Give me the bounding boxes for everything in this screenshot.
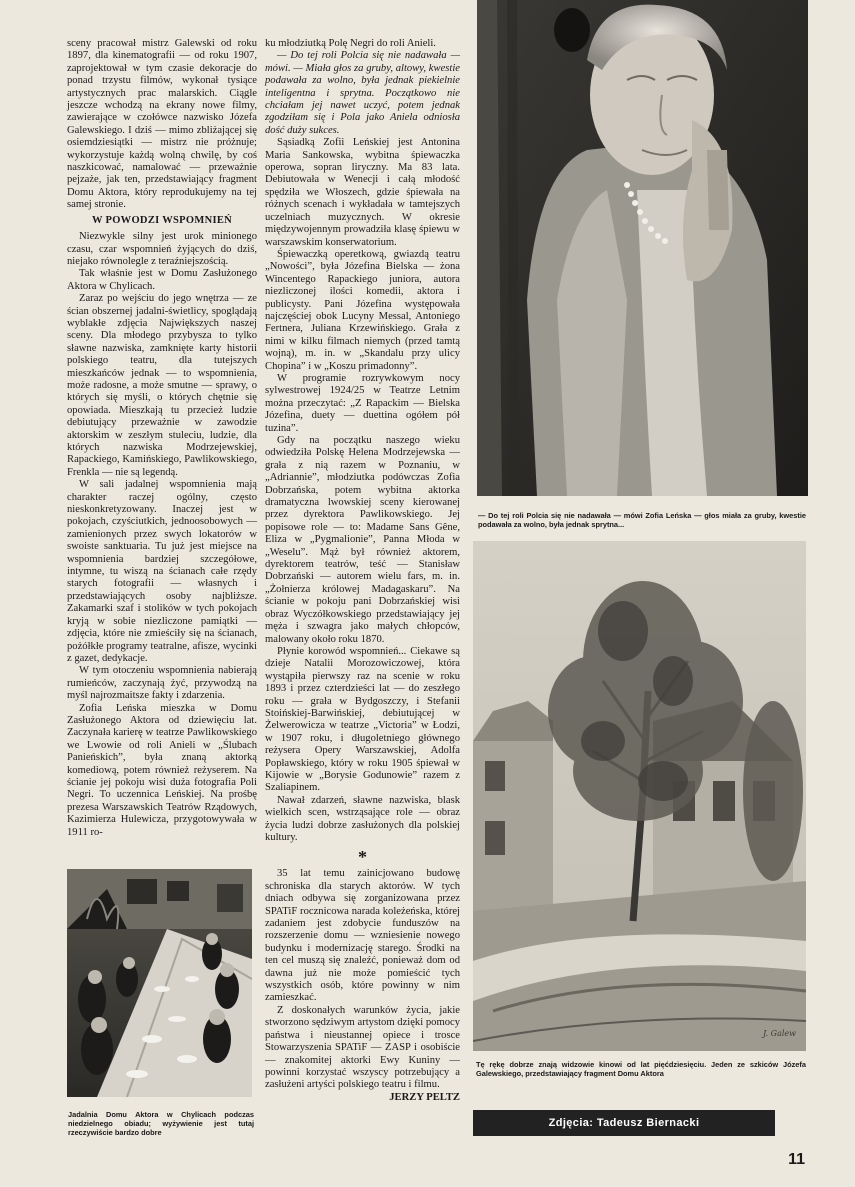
painting-reproduction [473, 541, 806, 1051]
paragraph: W sali jadalnej wspomnienia mają charakter raczej ogólny, często nieskonkretyzowany. Inaczej jest w pokojach, czyściutkich, jednoosobowych — zamienionych przez swych lokatorów w swoiste sanktuaria. Tu już jest miejsce na wspomnienia bardziej szczegółowe, intymne, tu wiszą na ścianach całe rzędy starych fotografii — własnych i przedstawiających osoby najbliższe. Zakamarki szaf i stolików w tych pokojach kryją w sobie niezliczone pamiątki — zdjęcia, które nie zmieściły się na ścianach, pożółkłe programy teatralne, afisze, wycinki z gazet, dedykacje. [67, 479, 257, 664]
paragraph: Zaraz po wejściu do jego wnętrza — ze ścian obszernej jadalni-świetlicy, spoglądają wyblakłe zdjęcia Największych naszej sceny. Dla młodego przybysza to tylko sławne nazwiska, zamknięte karty historii polskiego teatru, dla tutejszych mieszkańców jednak — to wspomnienia, może radosne, a może smutne — sprawy, o których się myśli, o których chętnie się opowiada. Mieszkają tu przecież ludzie debiutujący przeważnie w zawodzie aktorskim w zeszłym stuleciu, ludzie, dla których nazwiska Modrzejewskiej, Rapackiego, Kamińskiego, Pawlikowskiego, Frenkla — nie są legendą. [67, 293, 257, 478]
paragraph: Niezwykle silny jest urok minionego czasu, czar wspomnień żyjących do dziś, niejako równolegle z teraźniejszością. [67, 231, 257, 267]
portrait-photo [477, 0, 808, 496]
paragraph: Tak właśnie jest w Domu Zasłużonego Aktora w Chylicach. [67, 268, 257, 292]
paragraph: Sąsiadką Zofii Leńskiej jest Antonina Maria Sankowska, wybitna śpiewaczka operowa, sopran liryczny. Ma 83 lata. Debiutowała w Wenecji i całą młodość spędziła we Włoszech, gdzie śpiewała na różnych scenach i wykładała w tamtejszych uczelniach muzycznych. W okresie międzywojennym prowadziła klasę śpiewu w warszawskim konserwatorium. [265, 137, 460, 248]
paragraph: Z doskonałych warunków życia, jakie stworzono sędziwym artystom dzięki pomocy państwa i nieustannej opiece i trosce Stowarzyszenia SPATiF — ZASP i osobiście — znakomitej aktorki Ewy Kuniny — powinni korzystać wszyscy potrzebujący a zasłużeni artyści polskiego teatru i filmu. JERZY PELTZ [265, 1004, 460, 1103]
article-column-2 [265, 38, 460, 1104]
author-signature: JERZY PELTZ [389, 1091, 460, 1103]
paragraph: — Do tej roli Polcia się nie nadawała — mówi. — Miała głos za gruby, altowy, kwestie podawała za wolno, była jednak piekielnie inteligentna i sprytna. Początkowo nie chciałam jej nawet uczyć, potem jednak zgodziłam się i Pola jako Aniela odniosła dość duży sukces. [265, 50, 460, 136]
article-column-1 [67, 38, 257, 839]
paragraph: ku młodziutką Polę Negri do roli Anieli. [265, 38, 436, 49]
photo-credit: Zdjęcia: Tadeusz Biernacki [473, 1110, 775, 1136]
section-separator: * [358, 847, 367, 868]
paragraph: Śpiewaczką operetkową, gwiazdą teatru „Nowości”, była Józefina Bielska — żona Wincentego Rapackiego juniora, autora niezliczonej ilości komedii, aktora i publicysty. Pani Józefina występowała najczęściej obok Lucyny Messal, Antoniego Fertnera, Juliana Krzewińskiego. Grała z nimi w kilku filmach niemych (przed tamtą wojną), m. in. w „Skandalu przy ulicy Chopina” i w „Koszu primadonny”. [265, 248, 460, 372]
painting-signature: J. Galew [763, 1029, 796, 1038]
painting-caption: Tę rękę dobrze znają widzowie kinowi od lat pięćdziesięciu. Jeden ze szkiców Józefa Galewskiego, przedstawiający fragment Domu Aktora [476, 1060, 806, 1079]
page-number: 11 [788, 1151, 805, 1168]
paragraph: Gdy na początku naszego wieku odwiedziła Polskę Helena Modrzejewska — grała z nią razem w Poznaniu, w „Adriannie”, młodziutka podówczas Zofia Dobrzańska, potem wybitna aktorka dramatyczna lwowskiej sceny kierowanej przez dyrektora Pawlikowskiego. Jej popisowe role — to: Madame Sans Gêne, Eliza w „Pygmalionie”, Panna Młoda w „Weselu”. Mąż był również aktorem, dyrektorem teatrów, teść — Stanisław Dobrzański — autorem wielu fars, m. in. „Żołnierza królowej Madagaskaru”. Na ścianie w pokoju pani Dobrzańskiej wisi obraz Wyczółkowskiego przedstawiający jej męża i szwagra jako małych chłopców, malowany około roku 1870. [265, 435, 460, 645]
dining-room-photo [67, 869, 252, 1097]
paragraph: Płynie korowód wspomnień... Ciekawe są dzieje Natalii Morozowiczowej, która wystąpiła pierwszy raz na scenie w roku 1893 i przez czterdzieści lat — do zeszłego roku — grała w Bydgoszczy, i Stefanii Stoińskiej-Barwińskiej, debiutującej w Żelwerowicza w teatrze „Victoria” w Łodzi, w 1907 roku, i długoletniego głównego reżysera Opery Warszawskiej, Adolfa Popławskiego, który w roku 1905 śpiewał w Kijowie w „Borysie Godunowie” razem z Szaliapinem. [265, 645, 460, 794]
paragraph: W programie rozrywkowym nocy sylwestrowej 1924/25 w Teatrze Letnim można przeczytać: „Z Rapackim — Bielska Józefina, duety — duettina ogółem pół tuzina”. [265, 372, 460, 434]
paragraph: W tym otoczeniu wspomnienia nabierają rumieńców, zaczynają żyć, przywodzą na myśl najrozmaitsze fakty i zdarzenia. [67, 665, 257, 702]
paragraph: sceny pracował mistrz Galewski od roku 1897, dla kinematografii — od roku 1907, zaprojektował w tym czasie dekoracje do ponad trzystu filmów, wykonał tysiące artystycznych prac malarskich. Ciągle jeszcze wchodzą na ekrany nowe filmy, zawierające w czołówce nazwisko Józefa Galewskiego. I dziś — mimo zbliżającej się osiemdziesiątki — mistrz nie próżnuje; wykorzystuje każdą wolną chwilę, by coś naszkicować, namalować — przeważnie pejzaże, jak ten, przedstawiający fragment Domu Aktora, który reprodukujemy na tej samej stronie. [67, 38, 257, 211]
section-heading: W POWODZI WSPOMNIEŃ [91, 214, 233, 226]
portrait-caption: — Do tej roli Polcia się nie nadawała — mówi Zofia Leńska — głos miała za gruby, kwestie podawała za wolno, była jednak sprytna... [478, 511, 806, 530]
paragraph: Nawał zdarzeń, sławne nazwiska, blask wielkich scen, wstrząsające role — obraz życia ludzi dobrze zasłużonych dla polskiej kultury. [265, 794, 460, 843]
dining-caption: Jadalnia Domu Aktora w Chylicach podczas niedzielnego obiadu; wyżywienie jest tutaj rzeczywiście bardzo dobre [68, 1110, 254, 1138]
paragraph: 35 lat temu zainicjowano budowę schroniska dla starych aktorów. W tych dniach odbywa się zorganizowana przez SPATiF rocznicowa narada koleżeńska, której zadaniem jest zdobycie funduszów na rozszerzenie domu — wzniesienie nowego budynku i modernizację starego. Środki na ten cel muszą się znaleźć, ponieważ dom od dawna już nie może pomieścić tych wszystkich osób, które powinny w nim zamieszkać. [265, 868, 460, 1004]
paragraph: Zofia Leńska mieszka w Domu Zasłużonego Aktora od dziewięciu lat. Zaczynała karierę w teatrze Pawlikowskiego we Lwowie od roli Anieli w „Ślubach Panieńskich”, była znaną aktorką komediową, potem również reżyserem. Na ścianie jej pokoju wisi duża fotografia Poli Negri. To uczennica Leńskiej. Na prośbę prezesa Warszawskich Teatrów Rządowych, Kazimierza Hulewicza, przygotowywała w 1911 ro- [67, 702, 257, 838]
